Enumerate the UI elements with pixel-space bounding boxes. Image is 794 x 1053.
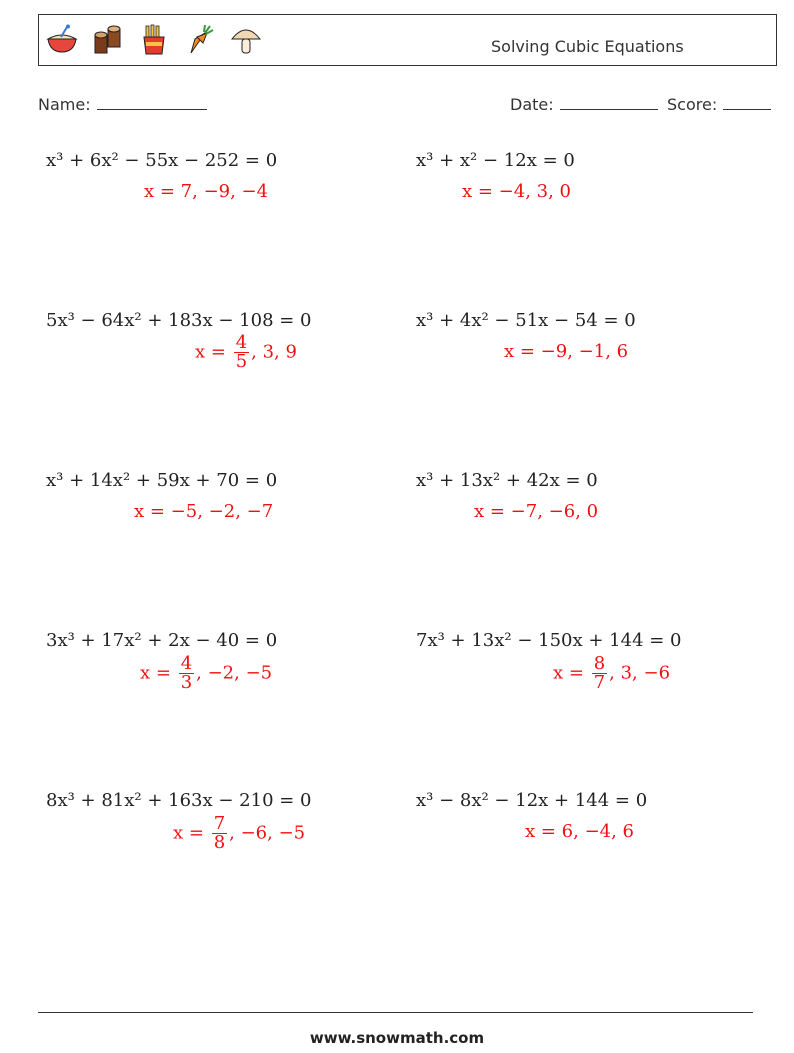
problem-8: 7x³ + 13x² − 150x + 144 = 0 — [416, 630, 682, 651]
problem-10: x³ − 8x² − 12x + 144 = 0 — [416, 790, 648, 811]
score-blank[interactable] — [723, 93, 771, 110]
answer-8 — [553, 655, 670, 692]
answer-suffix: , −6, −5 — [229, 822, 306, 844]
mushroom-icon — [229, 23, 263, 57]
answer-fraction: $\frac{7}{8}$ — [213, 813, 226, 853]
name-blank[interactable] — [97, 93, 207, 110]
answer-3 — [195, 334, 297, 371]
header-icons — [45, 23, 263, 57]
answer-fraction: $\frac{8}{7}$ — [593, 653, 606, 693]
name-label: Name: — [38, 95, 91, 114]
answer-prefix: x = — [173, 822, 204, 844]
answer-7 — [140, 655, 272, 692]
problem-2: x³ + x² − 12x = 0 — [416, 150, 575, 171]
date-field — [510, 93, 658, 114]
problem-9: 8x³ + 81x² + 163x − 210 = 0 — [46, 790, 312, 811]
score-label: Score: — [667, 95, 718, 114]
worksheet-title: Solving Cubic Equations — [491, 37, 684, 56]
date-blank[interactable] — [560, 93, 658, 110]
answer-10: x = 6, −4, 6 — [525, 821, 635, 842]
answer-fraction: $\frac{4}{5}$ — [235, 332, 248, 372]
answer-suffix: , 3, −6 — [609, 662, 671, 684]
answer-prefix: x = — [553, 662, 584, 684]
problem-7: 3x³ + 17x² + 2x − 40 = 0 — [46, 630, 278, 651]
problem-5: x³ + 14x² + 59x + 70 = 0 — [46, 470, 278, 491]
answer-fraction: $\frac{4}{3}$ — [180, 653, 193, 693]
answer-suffix: , −2, −5 — [196, 662, 273, 684]
answer-prefix: x = — [195, 341, 226, 363]
problem-1: x³ + 6x² − 55x − 252 = 0 — [46, 150, 278, 171]
answer-suffix: , 3, 9 — [251, 341, 297, 363]
answer-9 — [173, 815, 305, 852]
problem-3: 5x³ − 64x² + 183x − 108 = 0 — [46, 310, 312, 331]
carrot-icon — [183, 23, 217, 57]
footer-site: www.snowmath.com — [309, 1029, 485, 1047]
answer-5: x = −5, −2, −7 — [134, 501, 274, 522]
footer-divider — [38, 1012, 753, 1013]
french-fries-icon — [137, 23, 171, 57]
answer-2: x = −4, 3, 0 — [462, 181, 572, 202]
worksheet-header — [38, 14, 777, 66]
answer-4: x = −9, −1, 6 — [504, 341, 629, 362]
answer-prefix: x = — [140, 662, 171, 684]
answer-6: x = −7, −6, 0 — [474, 501, 599, 522]
problem-6: x³ + 13x² + 42x = 0 — [416, 470, 598, 491]
date-label: Date: — [510, 95, 554, 114]
rice-bowl-icon — [45, 23, 79, 57]
log-stumps-icon — [91, 23, 125, 57]
problem-4: x³ + 4x² − 51x − 54 = 0 — [416, 310, 636, 331]
name-field — [38, 93, 207, 114]
score-field — [667, 93, 771, 114]
answer-1: x = 7, −9, −4 — [144, 181, 269, 202]
